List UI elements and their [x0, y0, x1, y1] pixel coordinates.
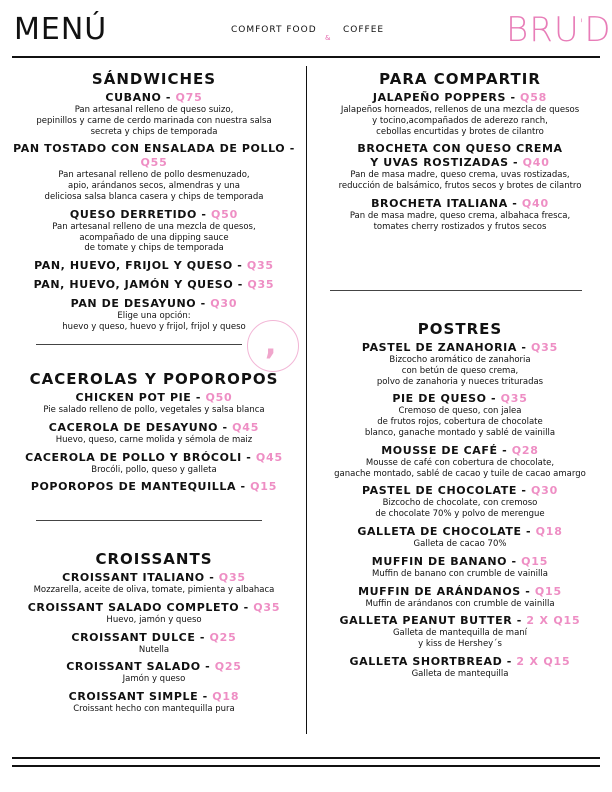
- menu-item-price: Q30: [210, 297, 238, 311]
- menu-item: [8, 208, 300, 254]
- brand-stamp-icon: ,: [247, 320, 299, 372]
- menu-item-name: [312, 91, 608, 105]
- menu-item-description: Croissant hecho con mantequilla pura: [73, 704, 235, 715]
- menu-item-title: BROCHETA ITALIANA: [371, 196, 508, 210]
- menu-item-name: [312, 655, 608, 669]
- menu-item-title: CROISSANT SIMPLE: [68, 690, 199, 704]
- menu-item: [8, 421, 300, 446]
- menu-item-price: Q25: [214, 660, 242, 674]
- menu-item-description: Bizcocho de chocolate, con cremoso de chocolate 70% y polvo de merengue: [375, 498, 545, 520]
- menu-item-description: Nutella: [138, 644, 170, 655]
- menu-item: [8, 142, 300, 202]
- menu-item: [312, 197, 608, 233]
- price-separator: -: [200, 660, 215, 674]
- menu-item-price: Q28: [511, 443, 539, 457]
- section-postres: [312, 320, 608, 685]
- menu-item-title: PAN TOSTADO CON ENSALADA DE POLLO: [13, 142, 286, 156]
- left-divider-2: [36, 520, 262, 521]
- price-separator: -: [196, 207, 212, 221]
- menu-item-title: MUFFIN DE ARÁNDANOS: [358, 584, 521, 598]
- section-cacerolas: [8, 370, 300, 499]
- price-separator: -: [516, 484, 531, 498]
- price-separator: -: [236, 480, 251, 494]
- price-separator: -: [239, 600, 254, 614]
- footer-divider-bottom: [12, 765, 600, 767]
- menu-item: [312, 142, 608, 192]
- menu-item-price: Q58: [520, 91, 548, 104]
- price-separator: -: [191, 391, 206, 404]
- menu-item: [8, 297, 300, 333]
- menu-item-price: Q75: [175, 91, 203, 104]
- section-title: CACEROLAS Y POPOROPOS: [29, 370, 279, 388]
- menu-item-title: PASTEL DE CHOCOLATE: [361, 484, 517, 498]
- section-para-compartir: [312, 70, 608, 238]
- menu-item-description: Pan de masa madre, queso crema, albahaca fresca, tomates cherry rostizados y frutos secos: [349, 210, 571, 232]
- tagline-ampersand: &: [325, 34, 331, 42]
- menu-item-name: [312, 585, 608, 599]
- menu-item-description: Galleta de mantequilla de maní y kiss de Hershey´s: [392, 628, 528, 650]
- menu-item-description: Pie salado relleno de pollo, vegetales y salsa blanca: [43, 405, 265, 415]
- price-separator: -: [195, 630, 210, 644]
- menu-item: [8, 259, 300, 273]
- section-title: POSTRES: [417, 320, 503, 338]
- menu-item-name: [8, 297, 300, 311]
- menu-item-name: [312, 341, 608, 355]
- menu-item-price: Q35: [247, 278, 275, 292]
- menu-item: [312, 525, 608, 550]
- menu-item-title: PIE DE QUESO: [392, 392, 487, 406]
- menu-item-title: JALAPEÑO POPPERS: [372, 91, 507, 104]
- menu-item-description: Huevo, jamón y queso: [106, 614, 202, 625]
- menu-item: [312, 484, 608, 520]
- price-separator: -: [502, 654, 517, 668]
- price-separator: -: [241, 450, 256, 464]
- header-divider: [12, 56, 600, 58]
- menu-item-title: MUFFIN DE BANANO: [371, 554, 508, 568]
- menu-item: [312, 392, 608, 438]
- menu-item: [8, 601, 300, 626]
- tagline-coffee: COFFEE: [343, 25, 385, 35]
- menu-item: [312, 341, 608, 387]
- menu-item-description: Mozzarella, aceite de oliva, tomate, pimienta y albahaca: [33, 585, 275, 595]
- price-separator: -: [512, 614, 527, 628]
- menu-item-name: [8, 690, 300, 704]
- menu-item: [312, 655, 608, 680]
- price-separator: -: [204, 571, 219, 584]
- menu-item-description: Muffin de arándanos con crumble de vainilla: [365, 598, 555, 609]
- menu-item-name: [8, 259, 300, 273]
- price-separator: -: [508, 156, 523, 170]
- menu-item-name: [312, 392, 608, 406]
- price-separator: -: [285, 142, 295, 156]
- menu-item: [8, 278, 300, 292]
- price-separator: -: [521, 524, 536, 538]
- menu-item: [8, 451, 300, 476]
- menu-item-price: Q25: [209, 630, 237, 644]
- menu-item-name: [312, 142, 608, 170]
- menu-item-description: Pan de masa madre, queso crema, uvas rostizadas, reducción de balsámico, frutos secos y brotes de cilantro: [338, 170, 582, 192]
- menu-item-name: [8, 142, 300, 170]
- menu-item-price: 2 X Q15: [516, 654, 571, 668]
- menu-item-title: BROCHETA CON QUESO CREMA Y UVAS ROSTIZADAS: [357, 142, 563, 170]
- menu-item-price: Q55: [140, 156, 168, 170]
- price-separator: -: [232, 259, 247, 273]
- price-separator: -: [198, 690, 213, 704]
- menu-item-name: [8, 480, 300, 494]
- menu-item-price: Q45: [255, 450, 283, 464]
- menu-item: [8, 660, 300, 685]
- price-separator: -: [218, 420, 233, 434]
- menu-item-name: [8, 660, 300, 674]
- menu-item: [312, 585, 608, 610]
- price-separator: -: [507, 196, 522, 210]
- page-title: MENÚ: [14, 12, 108, 47]
- menu-item-price: Q35: [246, 259, 274, 273]
- menu-item-price: Q45: [232, 420, 260, 434]
- menu-item-price: Q40: [521, 196, 549, 210]
- menu-item: [8, 690, 300, 715]
- menu-item-price: Q40: [522, 156, 550, 170]
- menu-item-price: Q18: [535, 524, 563, 538]
- menu-item-title: CUBANO: [105, 91, 162, 104]
- menu-item-name: [8, 571, 300, 585]
- tagline-comfort-food: COMFORT FOOD: [231, 25, 317, 35]
- menu-item-description: Bizcocho aromático de zanahoria con betún de queso crema, polvo de zanahoria y nueces trituradas: [376, 355, 544, 387]
- right-divider: [330, 290, 582, 291]
- menu-item-price: Q15: [534, 584, 562, 598]
- menu-item: [8, 391, 300, 416]
- menu-item-description: Pan artesanal relleno de pollo desmenuzado, apio, arándanos secos, almendras y una deliciosa salsa blanca casera y chips de temporada: [44, 170, 264, 202]
- menu-item-price: Q15: [250, 480, 278, 494]
- section-title: PARA COMPARTIR: [379, 70, 541, 88]
- menu-item-price: Q18: [212, 690, 240, 704]
- menu-item-description: Galleta de cacao 70%: [413, 538, 507, 549]
- menu-item-name: [8, 391, 300, 405]
- price-separator: -: [233, 278, 248, 292]
- menu-item-name: [8, 631, 300, 645]
- price-separator: -: [486, 392, 501, 406]
- menu-item-name: [8, 601, 300, 615]
- menu-item-name: [8, 278, 300, 292]
- menu-item-description: Jalapeños horneados, rellenos de una mezcla de quesos y tocino,acompañados de aderezo ranch, cebollas encurtidas y brotes de cilantro: [340, 105, 580, 137]
- price-separator: -: [520, 584, 535, 598]
- menu-item-name: [8, 451, 300, 465]
- price-separator: -: [196, 297, 211, 311]
- menu-item-title: PAN, HUEVO, FRIJOL Y QUESO: [34, 259, 233, 273]
- menu-item-title: PASTEL DE ZANAHORIA: [361, 341, 517, 354]
- price-separator: -: [506, 91, 521, 104]
- menu-item-name: [312, 484, 608, 498]
- menu-item-title: QUESO DERRETIDO: [69, 207, 197, 221]
- menu-item-title: CROISSANT SALADO: [66, 660, 201, 674]
- menu-item-title: CROISSANT SALADO COMPLETO: [27, 600, 240, 614]
- menu-item-title: CACEROLA DE POLLO Y BRÓCOLI: [25, 450, 242, 464]
- menu-item-price: Q35: [253, 600, 281, 614]
- menu-item: [8, 631, 300, 656]
- menu-item-price: Q35: [500, 392, 528, 406]
- menu-item-name: [312, 444, 608, 458]
- menu-item-description: Pan artesanal relleno de queso suizo, pepinillos y carne de cerdo marinada con nuestra salsa secreta y chips de temporada: [36, 105, 272, 137]
- price-separator: -: [161, 91, 176, 104]
- menu-item: [312, 91, 608, 137]
- section-title: SÁNDWICHES: [91, 70, 217, 88]
- menu-item-name: [8, 421, 300, 435]
- menu-item-description: Jamón y queso: [122, 674, 186, 685]
- menu-item-description: Huevo, queso, carne molida y sémola de maiz: [55, 434, 253, 445]
- menu-item-price: Q35: [531, 341, 559, 354]
- menu-item: [312, 555, 608, 580]
- menu-item-price: 2 X Q15: [526, 614, 581, 628]
- menu-item-description: Pan artesanal relleno de una mezcla de quesos, acompañado de una dipping sauce de tomate y chips de temporada: [52, 221, 256, 254]
- brud-logo: BRU'D: [506, 10, 612, 50]
- menu-item-title: PAN DE DESAYUNO: [70, 297, 197, 311]
- section-sandwiches: [8, 70, 300, 338]
- menu-item-title: CROISSANT ITALIANO: [62, 571, 205, 584]
- menu-item-description: Muffin de banano con crumble de vainilla: [372, 568, 548, 579]
- section-croissants: [8, 550, 300, 720]
- menu-item-title: GALLETA SHORTBREAD: [349, 654, 503, 668]
- menu-item-title: MOUSSE DE CAFÉ: [381, 443, 498, 457]
- menu-item: [312, 614, 608, 650]
- menu-item-title: POPOROPOS DE MANTEQUILLA: [30, 480, 237, 494]
- menu-item-description: Galleta de mantequilla: [411, 668, 509, 679]
- menu-item-description: Cremoso de queso, con jalea de frutos rojos, cobertura de chocolate blanco, ganache montado y sablé de vainilla: [364, 406, 556, 438]
- menu-item-name: [312, 525, 608, 539]
- menu-item-description: Mousse de café con cobertura de chocolate, ganache montado, sablé de cacao y tuile de cacao amargo: [334, 457, 586, 479]
- menu-item-title: GALLETA DE CHOCOLATE: [357, 524, 522, 538]
- menu-item: [8, 480, 300, 494]
- menu-item-name: [8, 208, 300, 222]
- menu-item-price: Q50: [205, 391, 233, 404]
- price-separator: -: [516, 341, 532, 354]
- menu-item-price: Q30: [530, 484, 559, 498]
- menu-item-name: [312, 555, 608, 569]
- menu-item-description: Brocóli, pollo, queso y galleta: [91, 464, 217, 475]
- price-separator: -: [507, 554, 522, 568]
- menu-item: [8, 571, 300, 596]
- menu-item: [8, 91, 300, 137]
- menu-item-title: CACEROLA DE DESAYUNO: [48, 420, 219, 434]
- menu-item-title: CROISSANT DULCE: [71, 630, 196, 644]
- left-divider-1: [36, 344, 242, 345]
- menu-item-name: [8, 91, 300, 105]
- menu-item-price: Q50: [211, 207, 239, 221]
- footer-divider-top: [12, 757, 600, 759]
- menu-item-title: PAN, HUEVO, JAMÓN Y QUESO: [33, 278, 234, 292]
- menu-item-title: CHICKEN POT PIE: [75, 391, 192, 404]
- menu-item-title: GALLETA PEANUT BUTTER: [339, 614, 513, 628]
- menu-item-price: Q15: [521, 554, 549, 568]
- column-divider: [306, 66, 307, 734]
- menu-item-name: [312, 614, 608, 628]
- section-title: CROISSANTS: [95, 550, 213, 568]
- price-separator: -: [497, 443, 512, 457]
- menu-item-name: [312, 197, 608, 211]
- menu-item-description: Elige una opción: huevo y queso, huevo y frijol, frijol y queso: [62, 311, 246, 332]
- menu-item: [312, 444, 608, 480]
- menu-item-price: Q35: [218, 571, 246, 584]
